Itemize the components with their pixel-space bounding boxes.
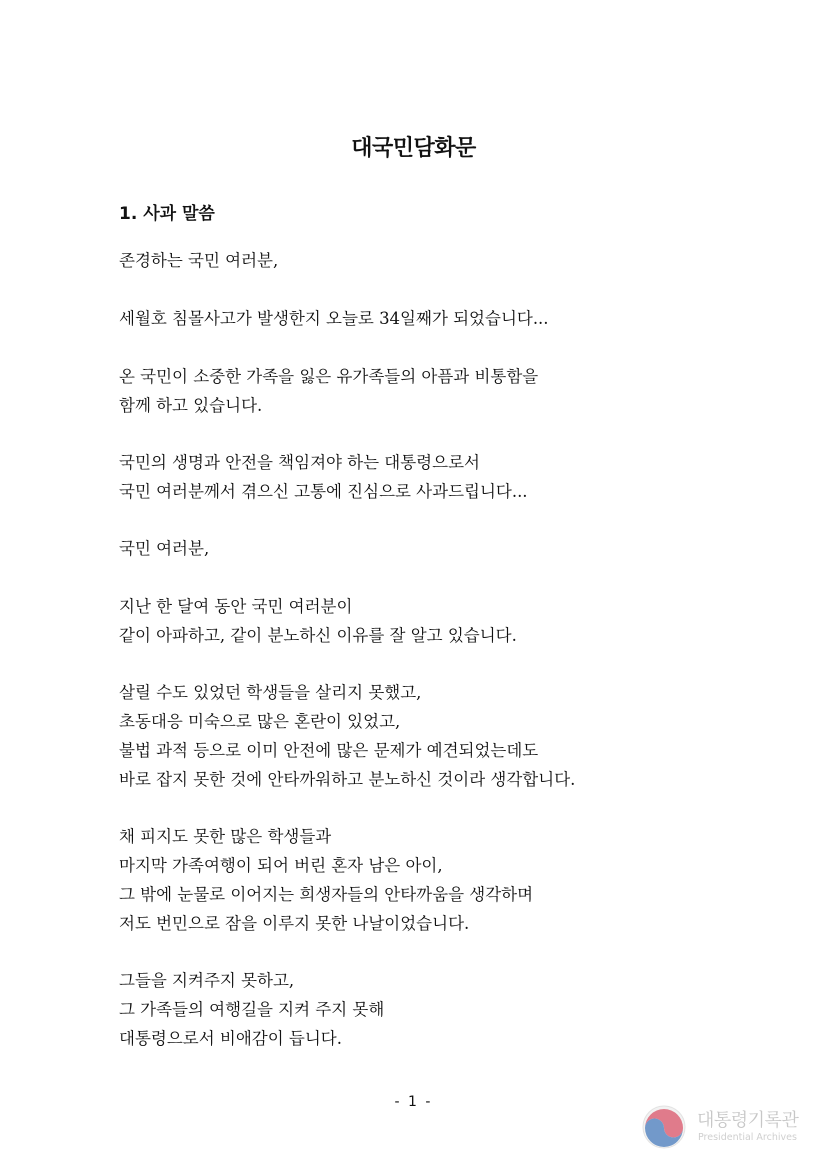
taegeuk-emblem-icon (641, 1104, 687, 1150)
body-line: 국민의 생명과 안전을 책임져야 하는 대통령으로서 (119, 453, 480, 472)
body-line: 같이 아파하고, 같이 분노하신 이유를 잘 알고 있습니다. (119, 626, 517, 645)
body-line: 초동대응 미숙으로 많은 혼란이 있었고, (119, 712, 401, 731)
body-line: 그 가족들의 여행길을 지켜 주지 못해 (119, 1000, 385, 1019)
body-line: 불법 과적 등으로 이미 안전에 많은 문제가 예견되었는데도 (119, 741, 539, 760)
body-line: 국민 여러분께서 겪으신 고통에 진심으로 사과드립니다... (119, 482, 528, 501)
body-line: 존경하는 국민 여러분, (119, 251, 279, 270)
body-line: 대통령으로서 비애감이 듭니다. (119, 1029, 342, 1048)
body-line: 그들을 지켜주지 못하고, (119, 971, 295, 990)
document-title: 대국민담화문 (351, 136, 476, 161)
body-line: 저도 번민으로 잠을 이루지 못한 나날이었습니다. (119, 914, 470, 933)
body-line: 함께 하고 있습니다. (119, 396, 263, 415)
archive-watermark (641, 1102, 821, 1156)
body-line: 온 국민이 소중한 가족을 잃은 유가족들의 아픔과 비통함을 (119, 367, 539, 386)
body-line: 마지막 가족여행이 되어 버린 혼자 남은 아이, (119, 856, 443, 875)
page-number: - 1 - (394, 1094, 433, 1110)
archive-name-korean: 대통령기록관 (697, 1110, 799, 1131)
body-line: 채 피지도 못한 많은 학생들과 (119, 827, 332, 846)
archive-name-english: Presidential Archives (698, 1132, 797, 1143)
body-line: 지난 한 달여 동안 국민 여러분이 (119, 597, 353, 616)
body-line: 살릴 수도 있었던 학생들을 살리지 못했고, (119, 683, 422, 702)
section-heading: 1. 사과 말씀 (119, 204, 215, 224)
body-line: 그 밖에 눈물로 이어지는 희생자들의 안타까움을 생각하며 (119, 885, 534, 904)
body-line: 세월호 침몰사고가 발생한지 오늘로 34일째가 되었습니다... (119, 309, 549, 328)
body-line: 국민 여러분, (119, 539, 210, 558)
body-line: 바로 잡지 못한 것에 안타까워하고 분노하신 것이라 생각합니다. (119, 770, 576, 789)
